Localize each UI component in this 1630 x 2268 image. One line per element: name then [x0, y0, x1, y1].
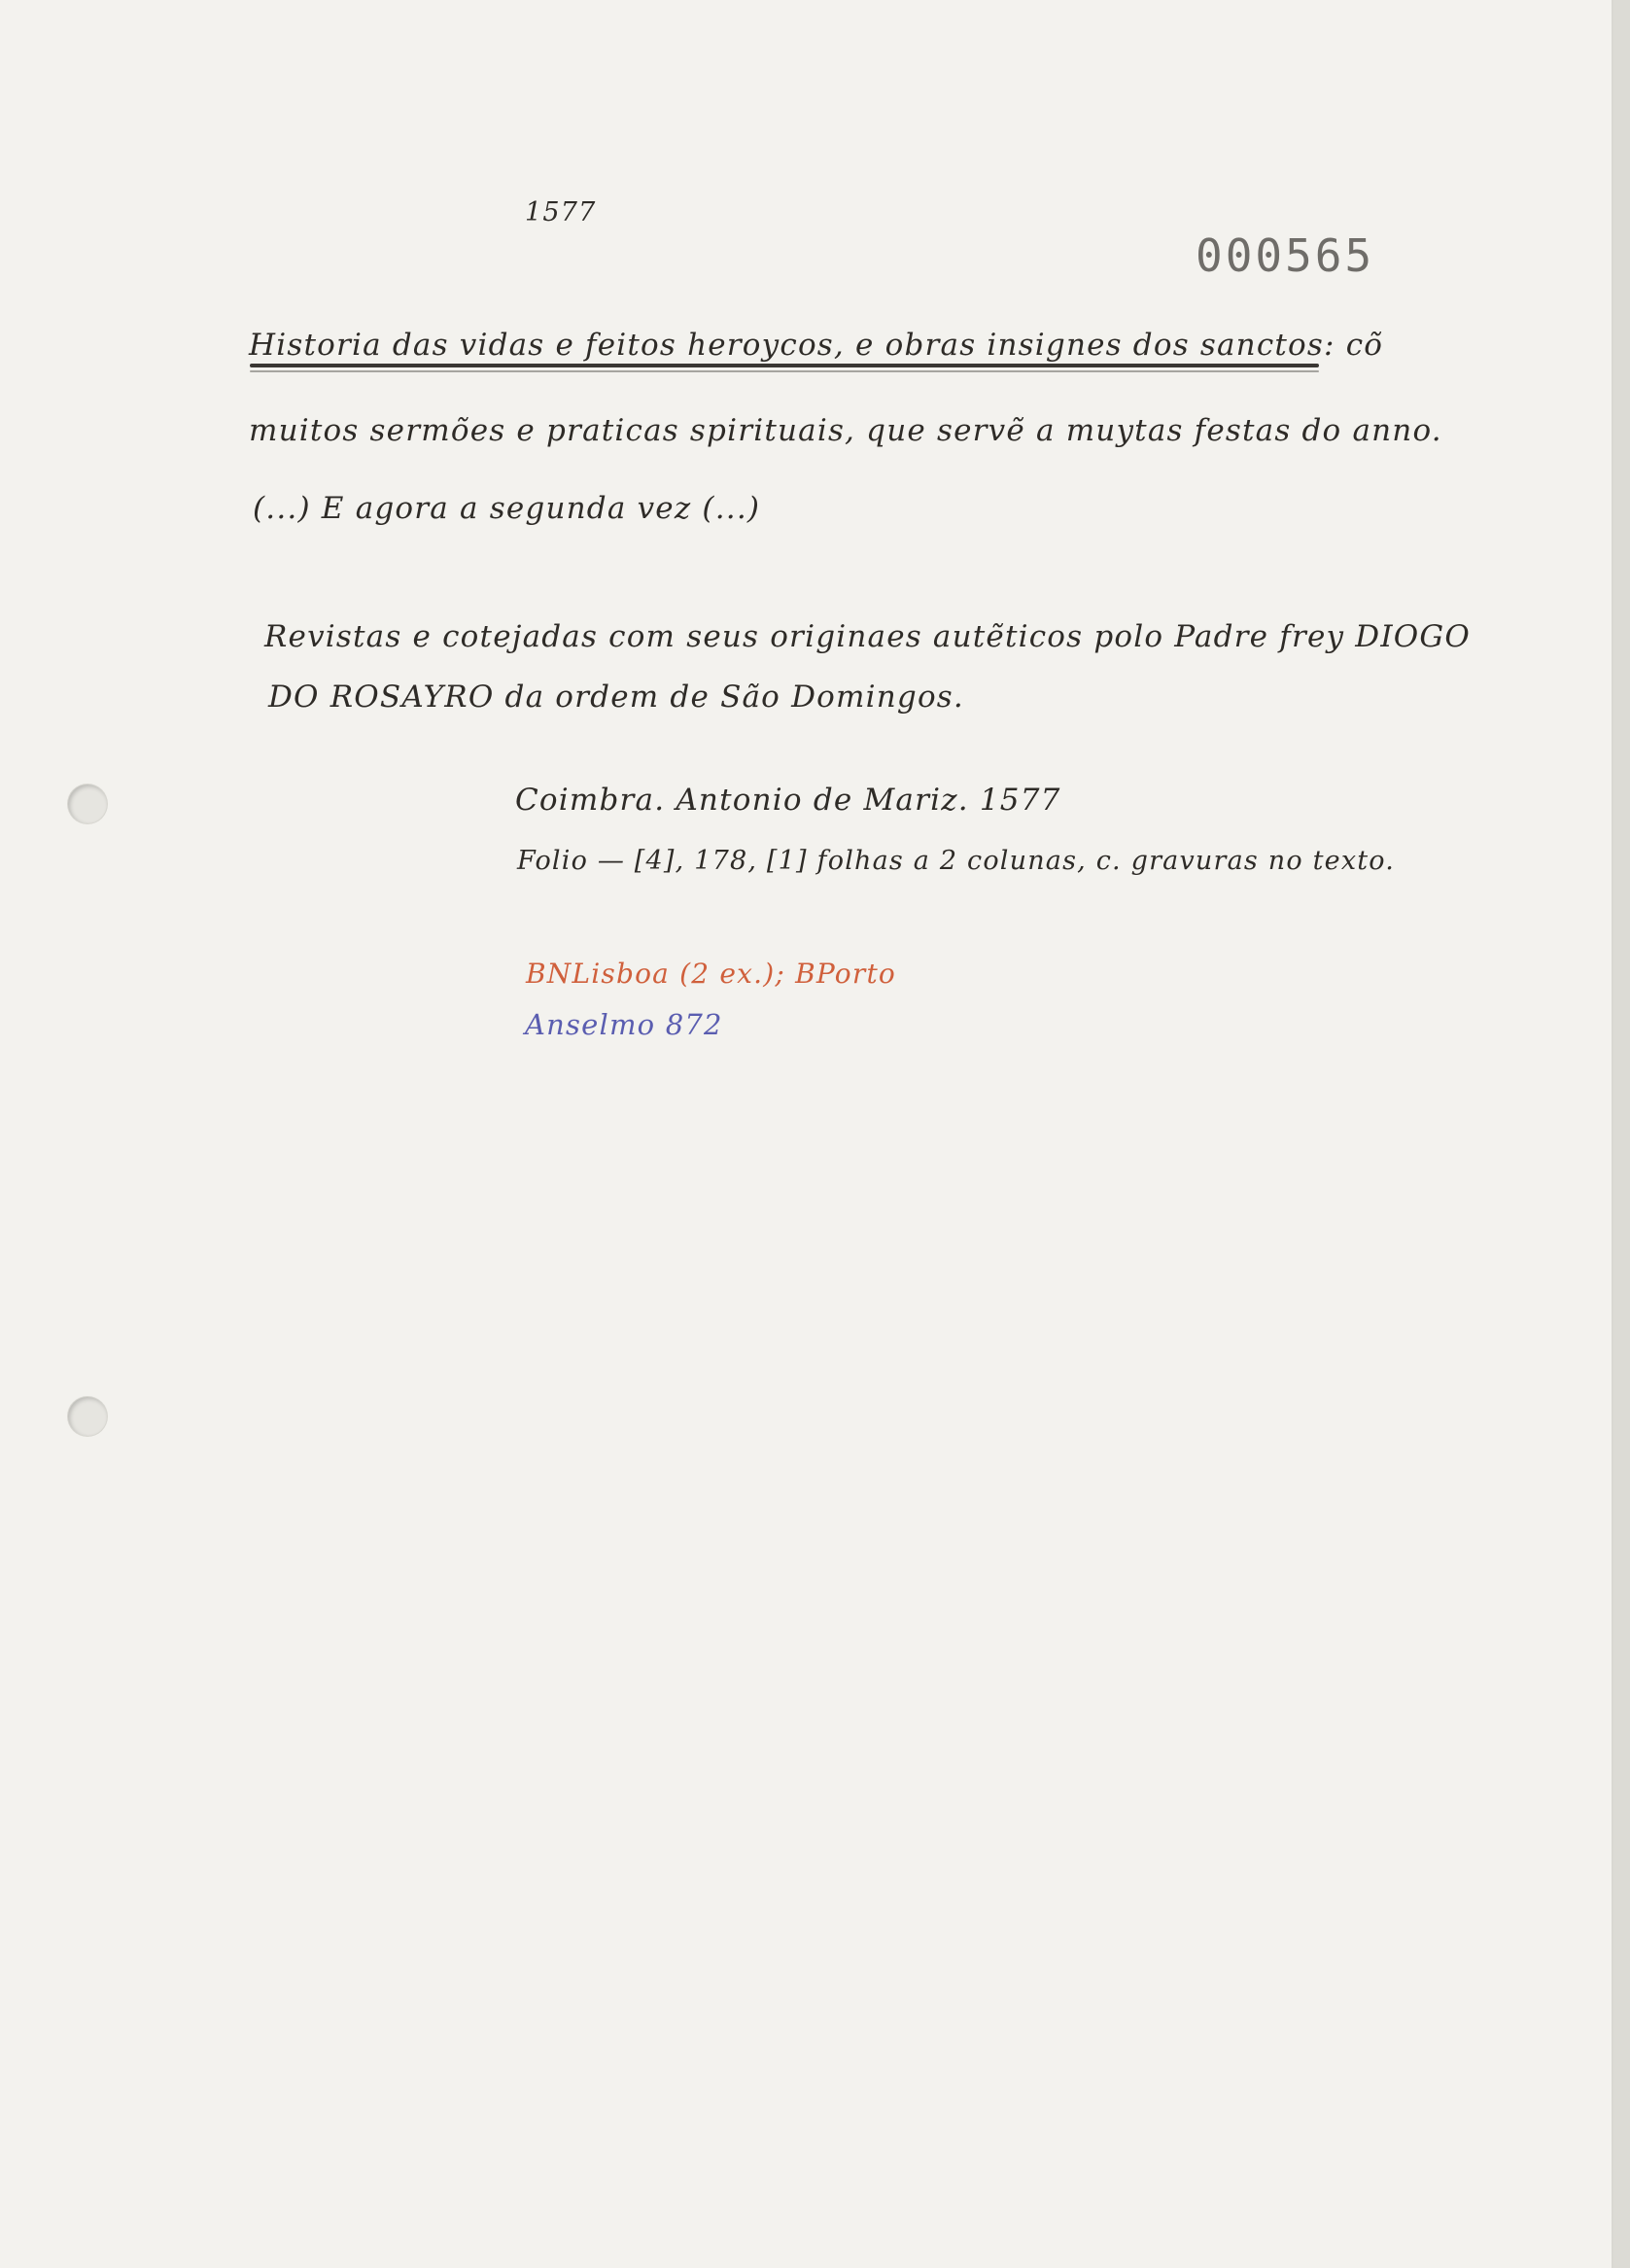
punch-hole-top: [68, 785, 107, 823]
year-heading: 1577: [525, 197, 597, 227]
title-line-1: Historia das vidas e feitos heroycos, e obras insignes dos sanctos: cõ: [249, 328, 1384, 363]
imprint-line: Coimbra. Antonio de Mariz. 1577: [515, 783, 1061, 818]
card-edge: [1613, 0, 1630, 2268]
holding-locations: BNLisboa (2 ex.); BPorto: [526, 958, 896, 990]
title-line-3: (...) E agora a segunda vez (...): [253, 491, 761, 526]
punch-hole-bottom: [68, 1397, 107, 1436]
bibliographic-reference: Anselmo 872: [525, 1008, 723, 1041]
title-underline-shadow: [250, 370, 1319, 372]
title-line-2: muitos sermões e praticas spirituais, que servẽ a muytas festas do anno.: [249, 413, 1442, 448]
revision-line-1: Revistas e cotejadas com seus originaes autẽticos polo Padre frey DIOGO: [264, 619, 1471, 654]
revision-line-2: DO ROSAYRO da ordem de São Domingos.: [268, 680, 964, 715]
stamp-number: 000565: [1196, 229, 1375, 282]
title-underline: [250, 364, 1319, 367]
collation-line: Folio — [4], 178, [1] folhas a 2 colunas, c. gravuras no texto.: [517, 846, 1396, 876]
